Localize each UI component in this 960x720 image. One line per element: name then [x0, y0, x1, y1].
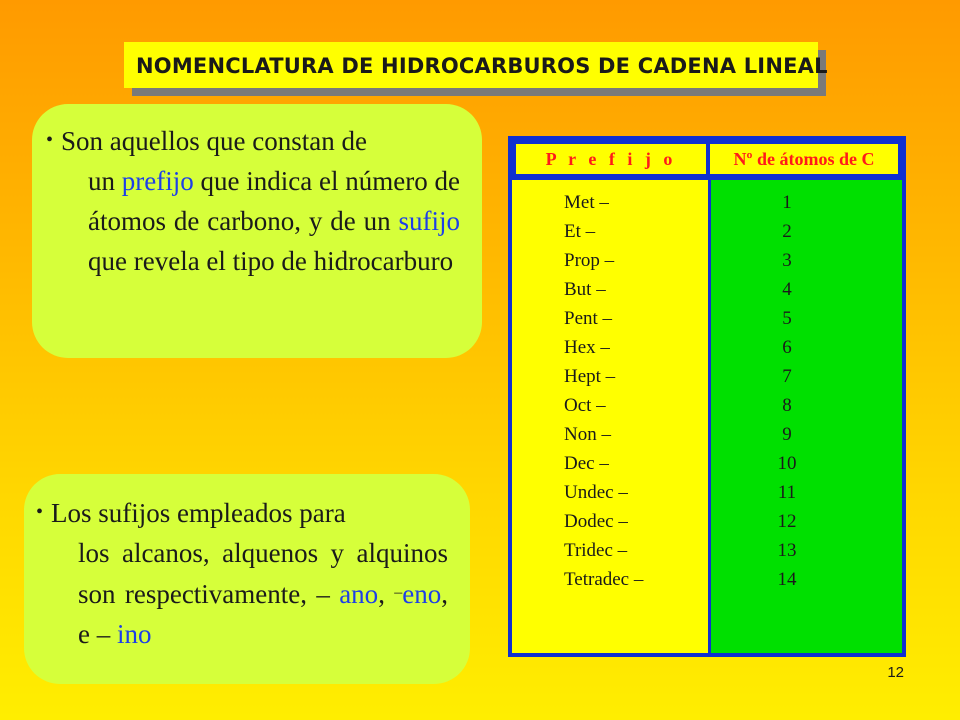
- suffix-body: [36, 533, 448, 654]
- definition-body: [46, 161, 460, 281]
- header-divider: [512, 178, 902, 180]
- table-row-prefix: Hex –: [564, 337, 610, 358]
- suffix-dash: –: [394, 584, 403, 601]
- table-row-prefix: Pent –: [564, 308, 613, 329]
- table-row-prefix: Prop –: [564, 250, 615, 271]
- table-row-atoms: 2: [782, 221, 792, 242]
- bullet-icon: •: [36, 501, 44, 523]
- table-row-atoms: 12: [777, 511, 797, 532]
- page-number: 12: [887, 664, 904, 681]
- suffix-eno: eno: [402, 579, 442, 609]
- suffix-line1: Los sufijos empleados para: [51, 498, 346, 528]
- suffix-part: los alcanos, alquenos y alquinos son respectivamente,: [78, 538, 448, 609]
- table-row-atoms: 6: [782, 337, 792, 358]
- table-row-prefix: But –: [564, 279, 606, 300]
- table-row-prefix: Non –: [564, 424, 611, 445]
- header-prefix: P r e f i j o: [516, 144, 706, 174]
- definition-text: [46, 120, 460, 281]
- table-row-prefix: Oct –: [564, 395, 606, 416]
- keyword-sufijo: sufijo: [398, 206, 460, 236]
- suffix-dash: –: [316, 579, 330, 609]
- table-row-prefix: Dodec –: [564, 511, 628, 532]
- suffix-dash: –: [96, 619, 111, 649]
- table-row-prefix: Tridec –: [564, 540, 628, 561]
- table-row-atoms: 1: [782, 192, 792, 213]
- table-row-atoms: 11: [777, 482, 797, 503]
- prefix-table: [508, 136, 906, 657]
- definition-panel: [32, 104, 482, 358]
- table-row-atoms: 5: [782, 308, 792, 329]
- table-row-atoms: 7: [782, 366, 792, 387]
- definition-line1: Son aquellos que constan de: [61, 126, 367, 156]
- slide-title: NOMENCLATURA DE HIDROCARBUROS DE CADENA LINEAL: [136, 54, 828, 78]
- table-row-atoms: 13: [777, 540, 797, 561]
- table-row-prefix: Undec –: [564, 482, 628, 503]
- suffix-ino: ino: [110, 619, 152, 649]
- suffix-text: [36, 492, 448, 654]
- suffix-part: , e: [78, 579, 449, 649]
- table-row-prefix: Dec –: [564, 453, 609, 474]
- keyword-prefijo: prefijo: [121, 166, 194, 196]
- table-row-atoms: 9: [782, 424, 792, 445]
- table-row-prefix: Hept –: [564, 366, 616, 387]
- definition-part: un: [88, 166, 122, 196]
- table-row-atoms: 4: [782, 279, 792, 300]
- table-row-prefix: Met –: [564, 192, 609, 213]
- suffix-panel: [24, 474, 470, 684]
- table-row-atoms: 14: [777, 569, 797, 590]
- header-atoms: Nº de átomos de C: [710, 144, 898, 174]
- table-row-atoms: 3: [782, 250, 792, 271]
- suffix-part: ,: [378, 579, 395, 609]
- column-divider: [708, 178, 711, 653]
- atoms-column: [711, 178, 902, 653]
- definition-part: que revela el tipo de hidrocarburo: [88, 246, 454, 276]
- table-row-atoms: 10: [777, 453, 797, 474]
- table-row-prefix: Et –: [564, 221, 596, 242]
- table-row-prefix: Tetradec –: [564, 569, 644, 590]
- title-banner: [124, 42, 828, 88]
- definition-part: que indica el número de átomos de carbono, y de un: [88, 166, 461, 236]
- suffix-ano: ano: [329, 579, 379, 609]
- table-row-atoms: 8: [782, 395, 792, 416]
- bullet-icon: •: [46, 129, 54, 151]
- table-header: [512, 140, 902, 178]
